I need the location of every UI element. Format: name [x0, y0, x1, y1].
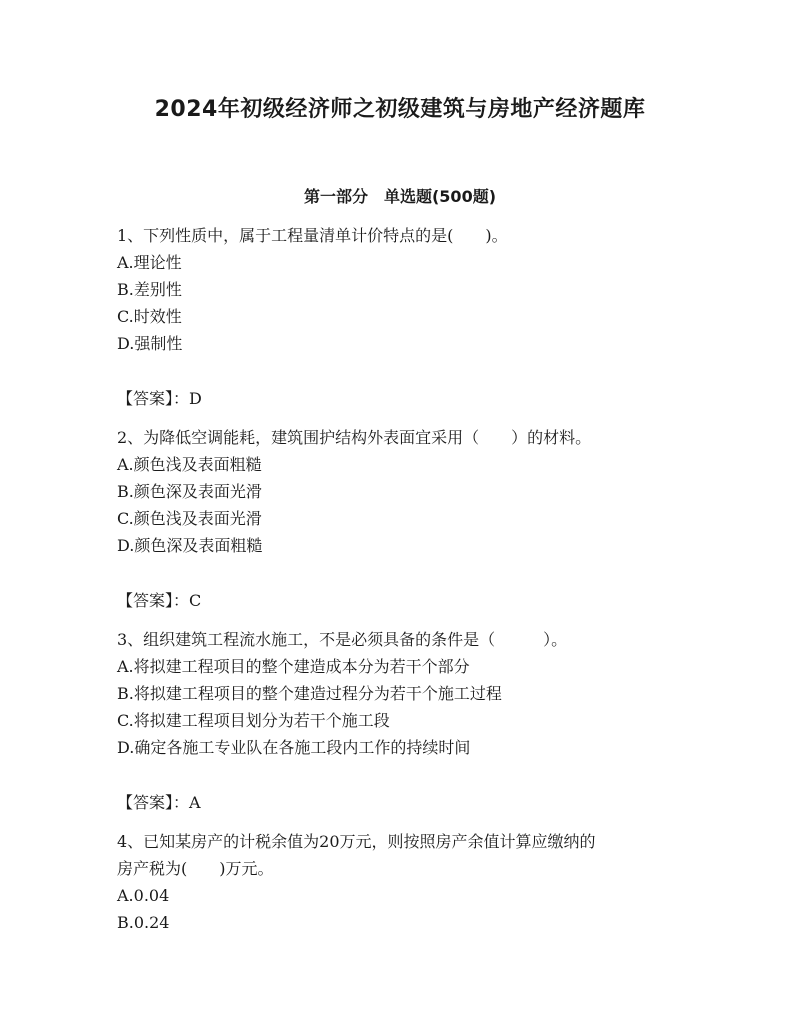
answer-line: 【答案】：C — [117, 591, 202, 610]
question-list — [117, 222, 687, 936]
option-a: A.颜色浅及表面粗糙 — [117, 455, 262, 474]
option-c: C.时效性 — [117, 307, 182, 326]
question-stem-line-2: 房产税为( )万元。 — [117, 859, 274, 878]
question-1 — [117, 222, 687, 424]
option-a: A.0.04 — [117, 886, 170, 905]
option-c: C.将拟建工程项目划分为若干个施工段 — [117, 711, 390, 730]
question-3 — [117, 626, 687, 828]
option-d: D.强制性 — [117, 334, 183, 353]
option-d: D.确定各施工专业队在各施工段内工作的持续时间 — [117, 738, 471, 757]
option-a: A.理论性 — [117, 253, 182, 272]
option-b: B.将拟建工程项目的整个建造过程分为若干个施工过程 — [117, 684, 502, 703]
question-stem: 2、为降低空调能耗，建筑围护结构外表面宜采用（ ）的材料。 — [117, 428, 592, 447]
section-heading: 第一部分 单选题(500题) — [303, 187, 497, 206]
option-b: B.0.24 — [117, 913, 170, 932]
question-2 — [117, 424, 687, 626]
option-b: B.差别性 — [117, 280, 182, 299]
option-b: B.颜色深及表面光滑 — [117, 482, 262, 501]
question-stem-line-1: 4、已知某房产的计税余值为20万元，则按照房产余值计算应缴纳的 — [117, 832, 596, 851]
document-title: 2024年初级经济师之初级建筑与房地产经济题库 — [154, 97, 646, 122]
option-d: D.颜色深及表面粗糙 — [117, 536, 263, 555]
option-c: C.颜色浅及表面光滑 — [117, 509, 262, 528]
question-stem: 3、组织建筑工程流水施工，不是必须具备的条件是（ ）。 — [117, 630, 568, 649]
question-stem: 1、下列性质中，属于工程量清单计价特点的是( )。 — [117, 226, 508, 245]
answer-line: 【答案】：A — [117, 793, 201, 812]
question-4 — [117, 828, 687, 936]
option-a: A.将拟建工程项目的整个建造成本分为若干个部分 — [117, 657, 470, 676]
answer-line: 【答案】：D — [117, 389, 202, 408]
